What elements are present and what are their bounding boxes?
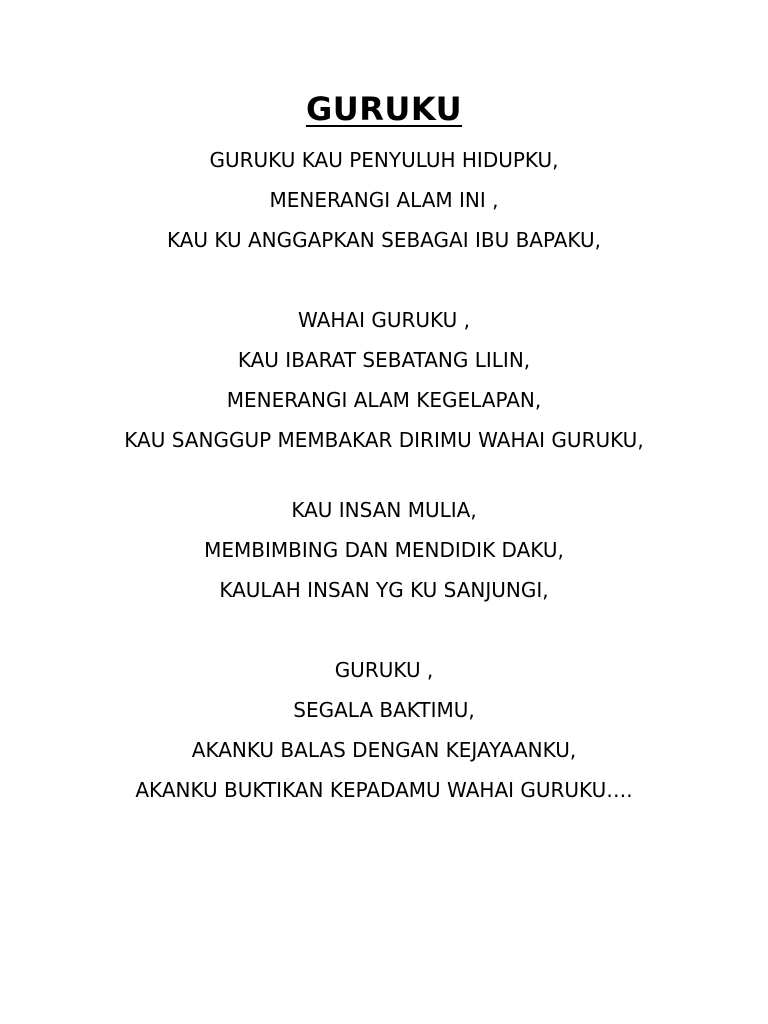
poem-line: AKANKU BUKTIKAN KEPADAMU WAHAI GURUKU….: [135, 778, 633, 802]
poem-line: SEGALA BAKTIMU,: [293, 698, 475, 722]
poem-line: KAU INSAN MULIA,: [291, 498, 477, 522]
poem-line: KAU KU ANGGAPKAN SEBAGAI IBU BAPAKU,: [166, 228, 602, 252]
poem-line: GURUKU ,: [334, 658, 434, 682]
poem-line: MENERANGI ALAM INI ,: [269, 188, 499, 212]
poem-line: MENERANGI ALAM KEGELAPAN,: [226, 388, 542, 412]
poem-line: KAU IBARAT SEBATANG LILIN,: [237, 348, 531, 372]
poem-title: GURUKU: [305, 90, 463, 128]
poem-line: WAHAI GURUKU ,: [298, 308, 470, 332]
poem-line: MEMBIMBING DAN MENDIDIK DAKU,: [204, 538, 564, 562]
poem-line: AKANKU BALAS DENGAN KEJAYAANKU,: [191, 738, 577, 762]
poem-line: KAU SANGGUP MEMBAKAR DIRIMU WAHAI GURUKU,: [124, 428, 644, 452]
poem-line: GURUKU KAU PENYULUH HIDUPKU,: [209, 148, 559, 172]
poem-line: KAULAH INSAN YG KU SANJUNGI,: [219, 578, 549, 602]
